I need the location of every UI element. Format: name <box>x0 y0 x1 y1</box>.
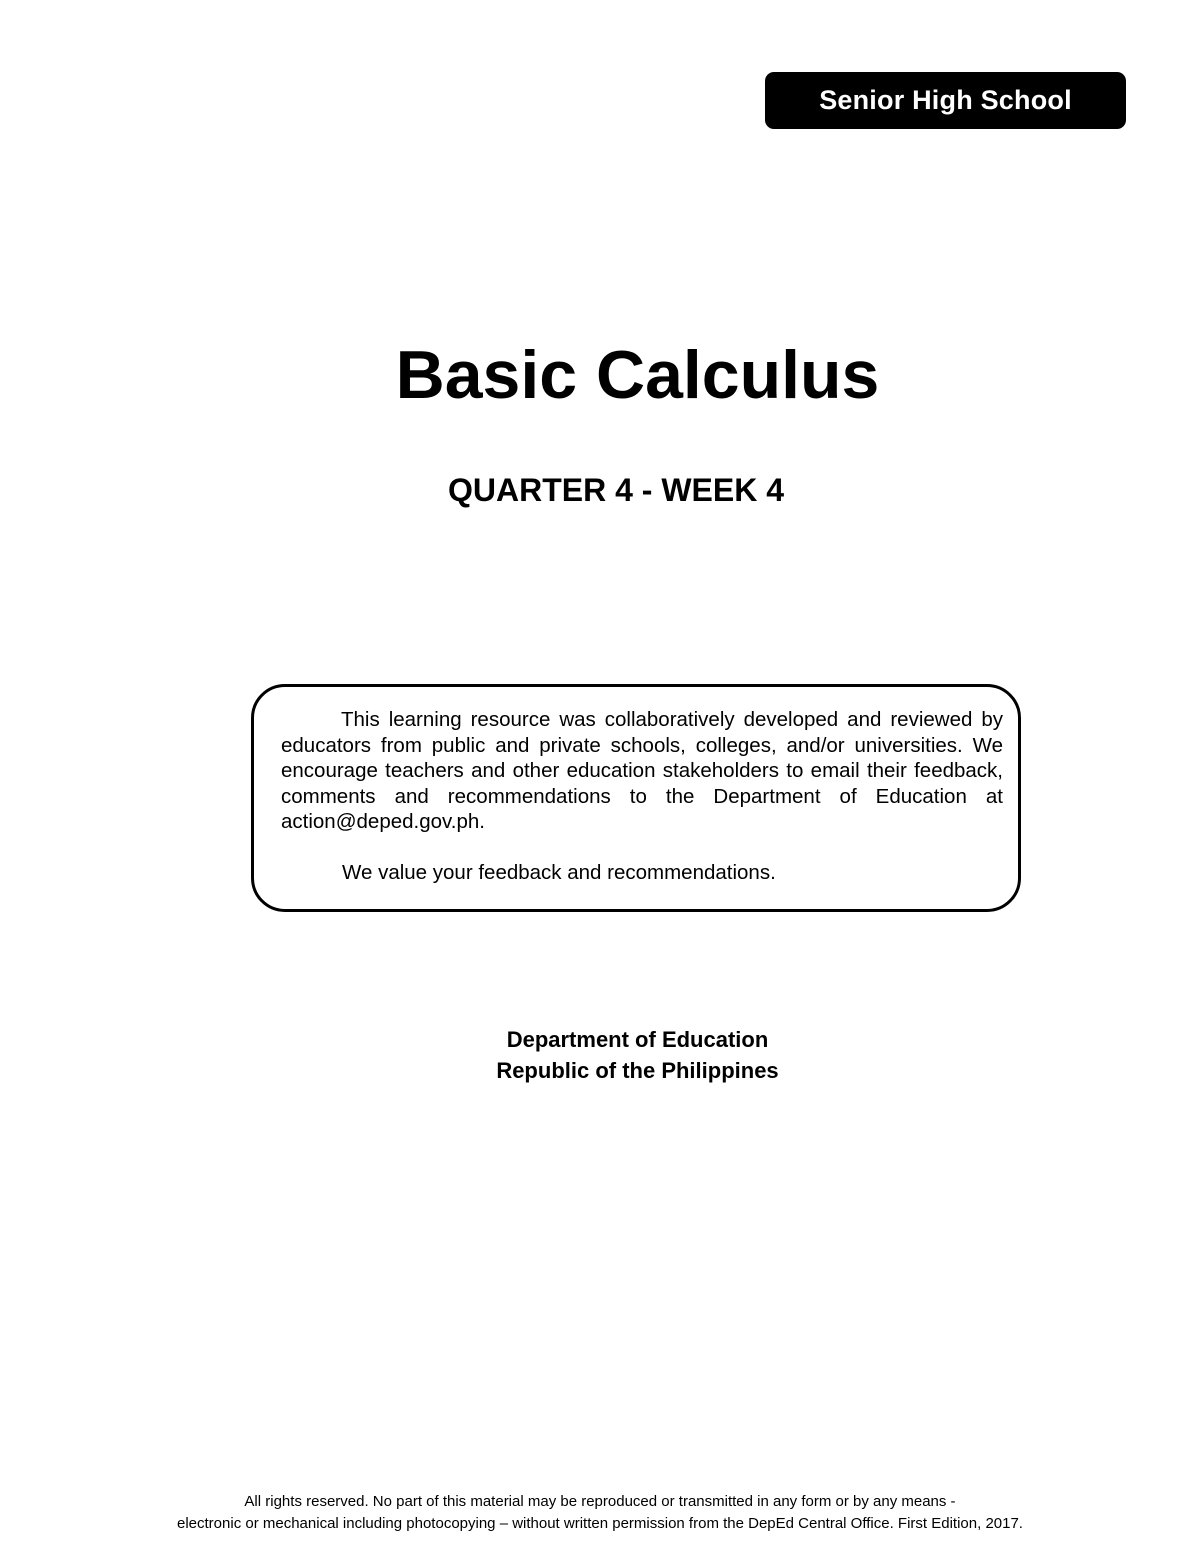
notice-paragraph-1-text: This learning resource was collaboratively developed and reviewed by educators from public and private schools, colleges, and/or universities. We encourage teachers and other education stakeholders to email their feedback, comments and recommendations to the Department of Education at action@deped.gov.ph. <box>281 708 1003 833</box>
document-title: Basic Calculus <box>395 337 880 413</box>
copyright-line-2: electronic or mechanical including photocopying – without written permission from the DepEd Central Office. First Edition, 2017. <box>177 1515 1023 1532</box>
copyright-footer <box>0 1491 1200 1535</box>
feedback-notice-box <box>251 684 1021 912</box>
publisher-department: Department of Education <box>506 1027 769 1052</box>
publisher-block <box>0 1024 1200 1086</box>
notice-paragraph-1 <box>281 707 1003 835</box>
notice-paragraph-2: We value your feedback and recommendations. <box>342 861 776 884</box>
document-subtitle: QUARTER 4 - WEEK 4 <box>447 472 785 508</box>
copyright-line-1: All rights reserved. No part of this material may be reproduced or transmitted in any form or by any means - <box>244 1493 956 1510</box>
publisher-country: Republic of the Philippines <box>496 1058 779 1083</box>
senior-high-school-badge: Senior High School <box>765 72 1126 129</box>
